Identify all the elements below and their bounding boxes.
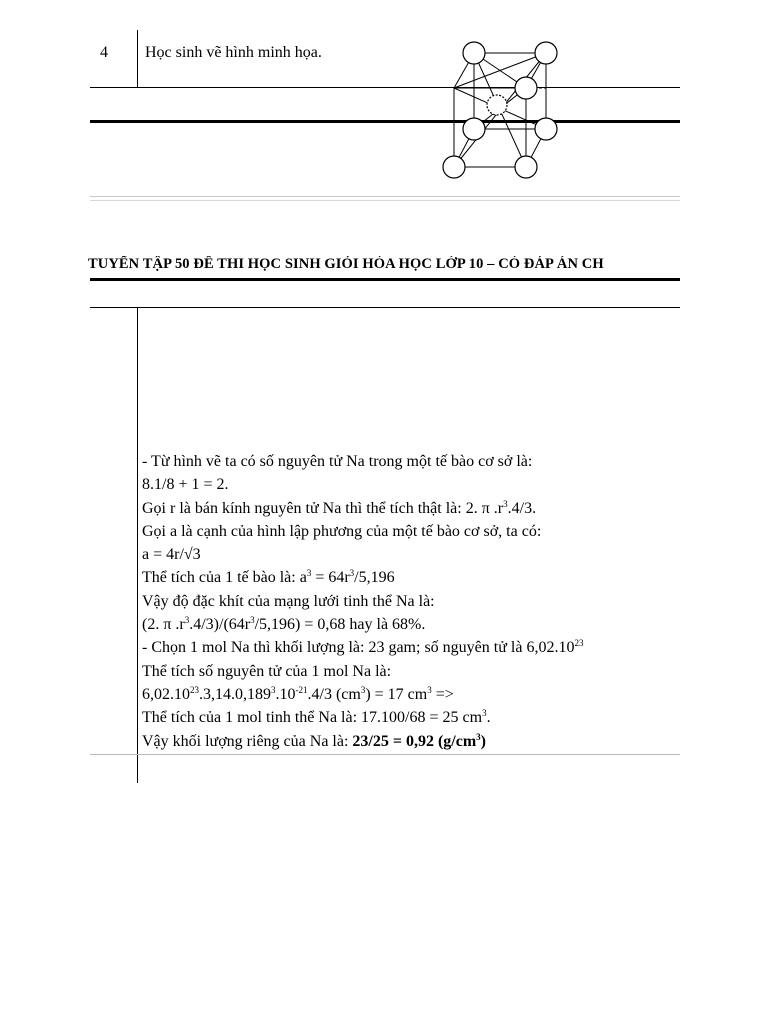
solution-line-final: Vậy khối lượng riêng của Na là: 23/25 = 0,92 $(g/cm^3)$ bbox=[142, 731, 486, 750]
table-bottom-border bbox=[90, 87, 680, 88]
row-answer-text: Học sinh vẽ hình minh họa. bbox=[145, 44, 322, 61]
solution-line: - Từ hình vẽ ta có số nguyên tử Na trong một tế bào cơ sở là: bbox=[142, 453, 533, 470]
solution-line: - Chọn 1 mol Na thì khối lượng là: 23 gam; số nguyên tử là 6,02.10$^{23}$ bbox=[142, 638, 584, 657]
row-number: 4 bbox=[100, 44, 108, 61]
document-header-title: TUYỂN TẬP 50 ĐỀ THI HỌC SINH GIỎI HÓA HỌC LỚP 10 – CÓ ĐÁP ÁN CH bbox=[88, 256, 604, 272]
bcc-unit-cell-diagram bbox=[435, 38, 565, 188]
table-divider-top bbox=[137, 30, 138, 88]
solution-line: Gọi a là cạnh của hình lập phương của một tế bào cơ sở, ta có: bbox=[142, 522, 542, 540]
table-top-border bbox=[90, 307, 680, 308]
header-rule-thin-2 bbox=[90, 200, 680, 201]
header-underline bbox=[90, 278, 680, 281]
header-rule-thin-1 bbox=[90, 196, 680, 197]
solution-line: Vậy độ đặc khít của mạng lưới tinh thể Na là: bbox=[142, 592, 435, 610]
solution-line: 8.1/8 + 1 = 2. bbox=[142, 476, 229, 494]
solution-line: Thể tích của 1 mol tinh thể Na là: 17.100/68 = 25 $cm^3$. bbox=[142, 708, 491, 727]
table-divider-bottom bbox=[137, 307, 138, 783]
solution-line: Gọi r là bán kính nguyên tử Na thì thể tích thật là: 2. π $.r^3.4/3$. bbox=[142, 498, 537, 517]
solution-text bbox=[142, 450, 682, 753]
solution-line: (2. π $.r^3.4/3)/(64r^3/5,196) = 0,68$ hay là 68%. bbox=[142, 615, 426, 634]
solution-line: Thể tích của 1 tế bào là: $a^3 = 64r^3/5,196$ bbox=[142, 568, 395, 587]
table-end-border bbox=[90, 754, 680, 755]
solution-line: $6,02.10^{23}.3,14.0,189^3.10^{-21}.4/3$ $(cm^3) = 17$ $cm^3$ => bbox=[142, 684, 454, 703]
page-break-rule bbox=[90, 120, 680, 123]
solution-line: a = 4r/√3 bbox=[142, 546, 201, 564]
solution-line: Thể tích số nguyên tử của 1 mol Na là: bbox=[142, 662, 392, 680]
